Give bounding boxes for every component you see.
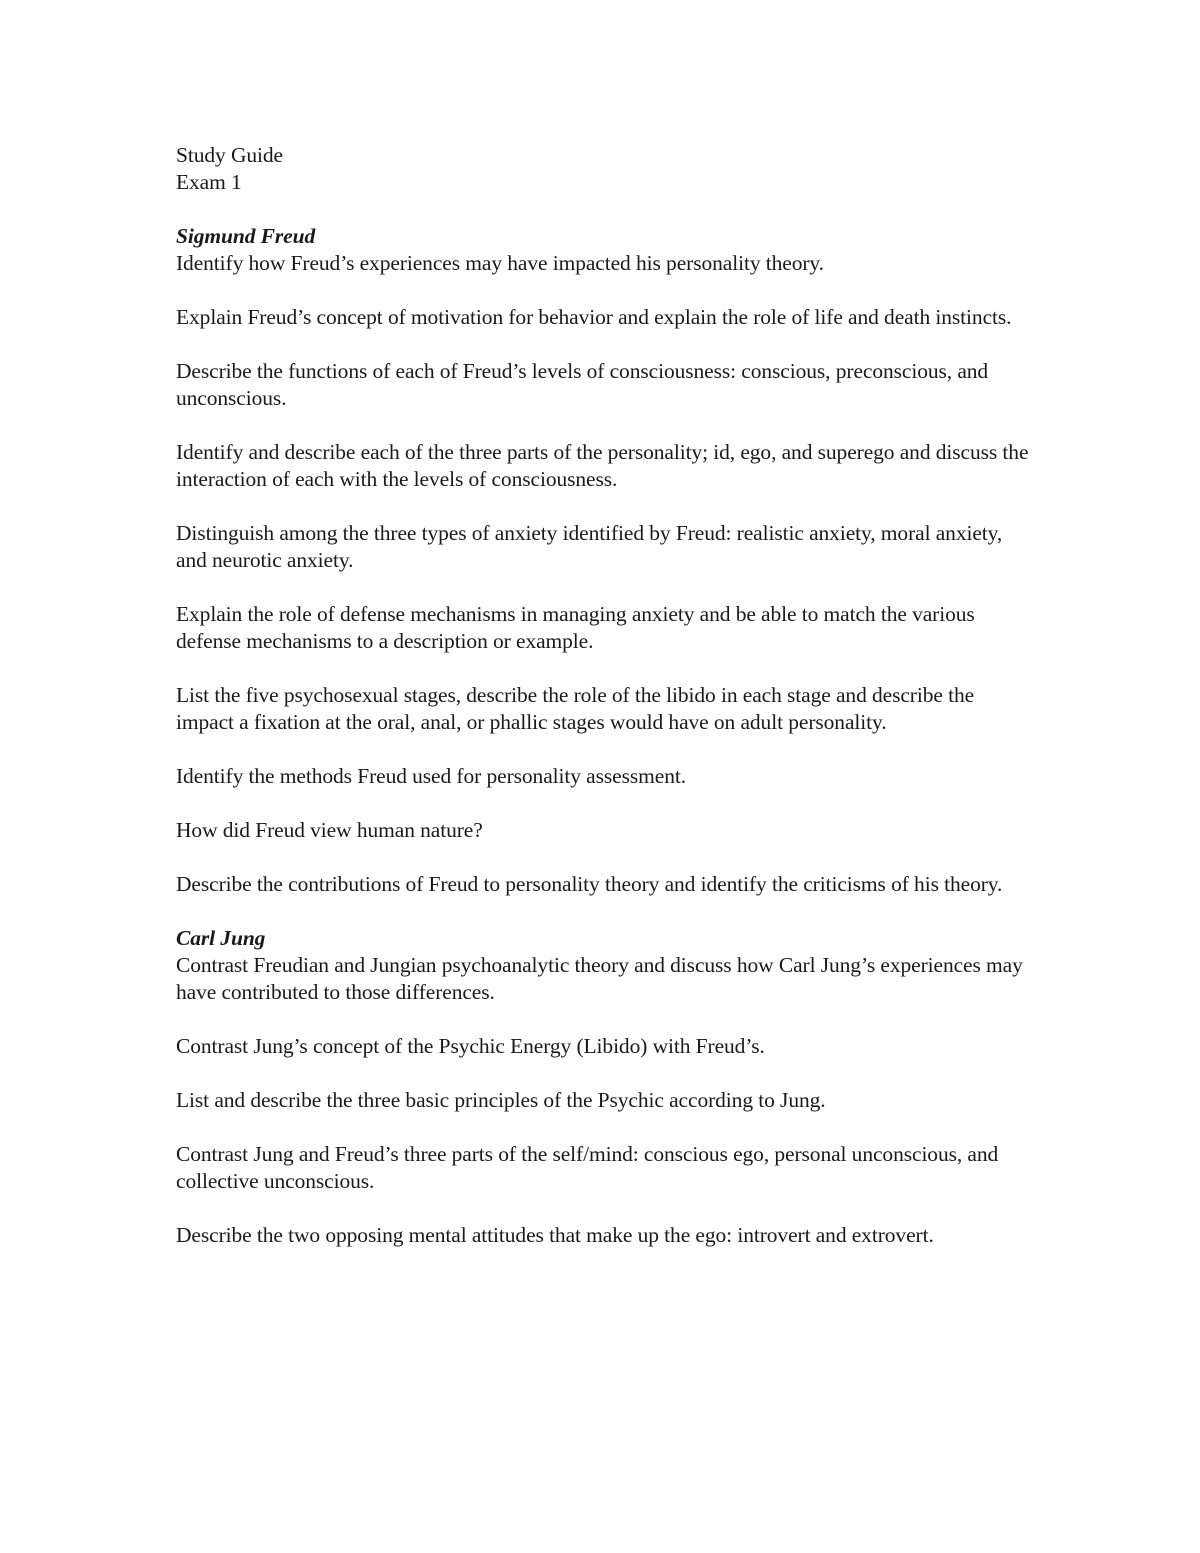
study-item: Identify and describe each of the three parts of the personality; id, ego, and superego and discuss the interaction of each with the levels of consciousness. (176, 440, 1029, 491)
section-title: Sigmund Freud (176, 224, 316, 248)
study-item: Describe the functions of each of Freud’s levels of consciousness: conscious, preconscious, and unconscious. (176, 359, 989, 410)
study-item: Describe the two opposing mental attitudes that make up the ego: introvert and extrovert. (176, 1223, 934, 1247)
document-content (176, 142, 1036, 1276)
section-sigmund-freud (176, 223, 1036, 898)
document-subtitle: Exam 1 (176, 170, 242, 194)
study-item: Explain the role of defense mechanisms in managing anxiety and be able to match the various defense mechanisms to a description or example. (176, 602, 975, 653)
study-item: Distinguish among the three types of anxiety identified by Freud: realistic anxiety, moral anxiety, and neurotic anxiety. (176, 521, 1003, 572)
study-item: Explain Freud’s concept of motivation for behavior and explain the role of life and death instincts. (176, 305, 1012, 329)
section-carl-jung (176, 925, 1036, 1249)
section-title: Carl Jung (176, 926, 266, 950)
document-title: Study Guide (176, 143, 283, 167)
study-item: Contrast Jung’s concept of the Psychic Energy (Libido) with Freud’s. (176, 1034, 765, 1058)
study-item: List and describe the three basic principles of the Psychic according to Jung. (176, 1088, 826, 1112)
study-item: How did Freud view human nature? (176, 818, 483, 842)
study-item: Contrast Jung and Freud’s three parts of the self/mind: conscious ego, personal unconscious, and collective unconscious. (176, 1142, 999, 1193)
document-header (176, 142, 1036, 196)
study-item: List the five psychosexual stages, describe the role of the libido in each stage and describe the impact a fixation at the oral, anal, or phallic stages would have on adult personality. (176, 683, 975, 734)
study-item: Identify how Freud’s experiences may have impacted his personality theory. (176, 251, 824, 275)
study-item: Describe the contributions of Freud to personality theory and identify the criticisms of his theory. (176, 872, 1003, 896)
study-item: Contrast Freudian and Jungian psychoanalytic theory and discuss how Carl Jung’s experiences may have contributed to those differences. (176, 953, 1023, 1004)
study-item: Identify the methods Freud used for personality assessment. (176, 764, 686, 788)
